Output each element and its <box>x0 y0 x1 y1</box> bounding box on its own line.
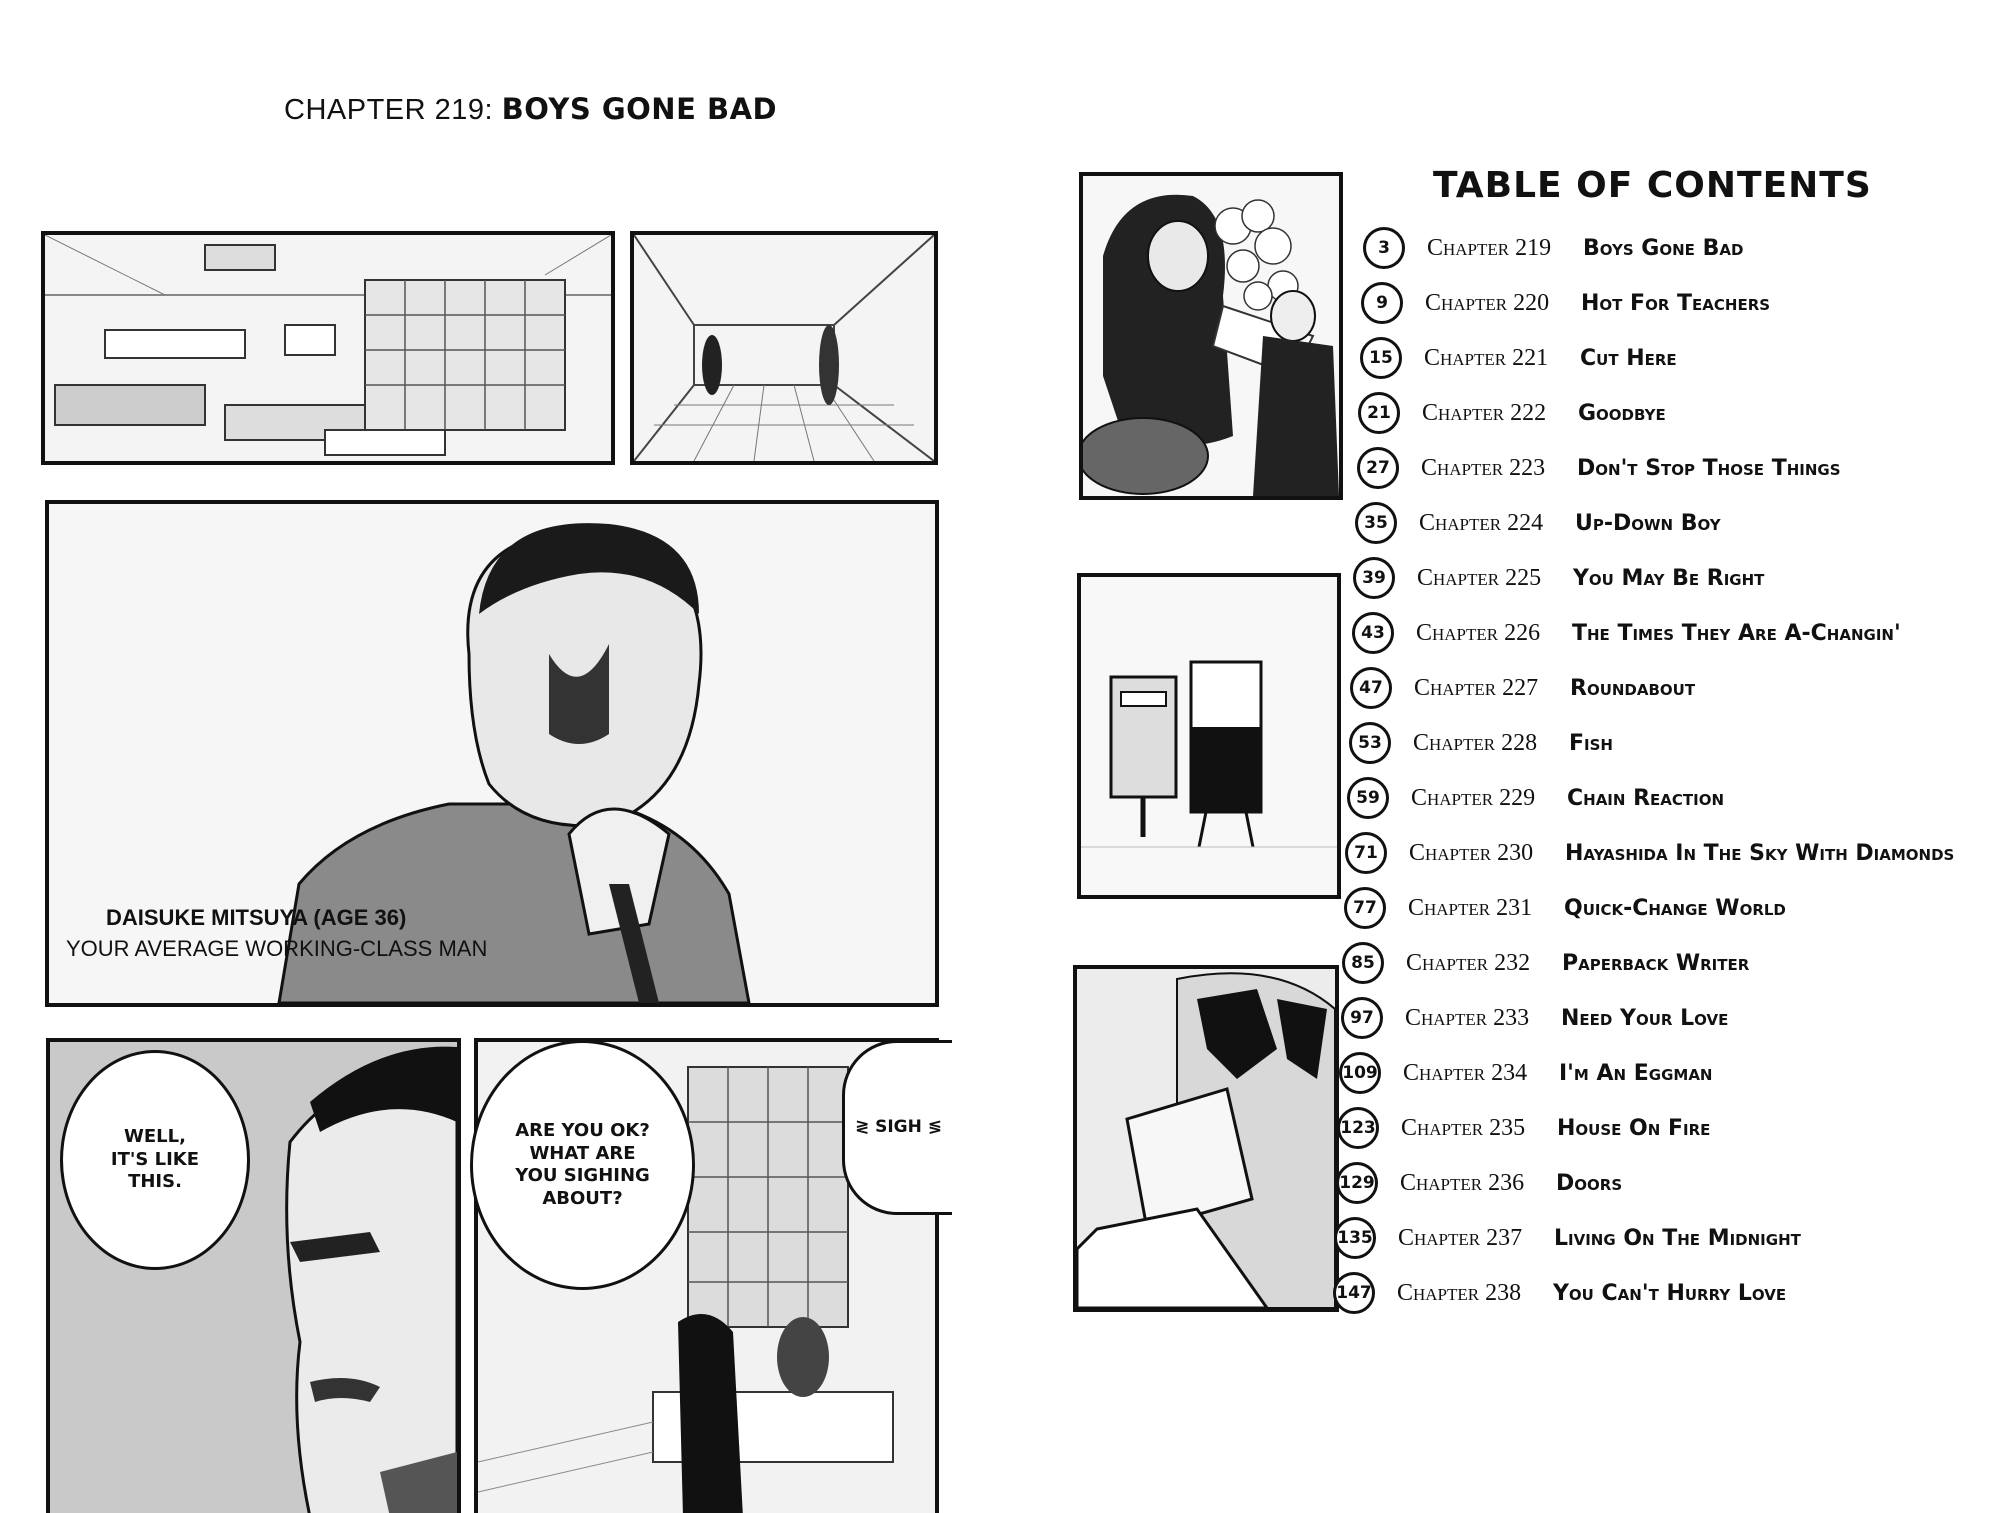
speech-bubble-well: WELL, IT'S LIKE THIS. <box>60 1050 250 1270</box>
toc-page-number: 109 <box>1339 1052 1381 1094</box>
toc-entry[interactable] <box>1341 992 1728 1044</box>
toc-chapter-name: Roundabout <box>1570 675 1696 701</box>
toc-illustration-mug <box>1073 965 1339 1312</box>
toc-chapter-label: Chapter 233 <box>1405 1004 1530 1031</box>
toc-entry[interactable] <box>1349 717 1613 769</box>
office-interior-illustration <box>45 235 611 461</box>
toc-page-number: 147 <box>1333 1272 1375 1314</box>
toc-entry[interactable] <box>1361 277 1770 329</box>
toc-chapter-label: Chapter 220 <box>1425 289 1550 316</box>
panel-corridor <box>630 231 938 465</box>
toc-entry[interactable] <box>1360 332 1677 384</box>
toc-chapter-name: Living On The Midnight <box>1554 1225 1801 1251</box>
toc-chapter-label: Chapter 226 <box>1416 619 1541 646</box>
toc-page-number: 3 <box>1363 227 1405 269</box>
toc-page-number: 39 <box>1353 557 1395 599</box>
toc-entry[interactable] <box>1337 1102 1710 1154</box>
toc-page-number: 9 <box>1361 282 1403 324</box>
toc-chapter-label: Chapter 223 <box>1421 454 1546 481</box>
toc-entry[interactable] <box>1333 1267 1786 1319</box>
toc-chapter-label: Chapter 231 <box>1408 894 1533 921</box>
toc-entry[interactable] <box>1344 882 1786 934</box>
gorilla-with-flowers-illustration <box>1083 176 1339 496</box>
toc-chapter-label: Chapter 234 <box>1403 1059 1528 1086</box>
toc-chapter-name: I'm An Eggman <box>1559 1060 1713 1086</box>
toc-page-number: 129 <box>1336 1162 1378 1204</box>
toc-chapter-name: Up-Down Boy <box>1575 510 1721 536</box>
toc-chapter-name: You Can't Hurry Love <box>1553 1280 1787 1306</box>
toc-chapter-label: Chapter 237 <box>1398 1224 1523 1251</box>
toc-page-number: 21 <box>1358 392 1400 434</box>
toc-illustration-gorilla <box>1079 172 1343 500</box>
toc-chapter-name: You May Be Right <box>1573 565 1765 591</box>
toc-chapter-label: Chapter 219 <box>1427 234 1552 261</box>
toc-entry[interactable] <box>1350 662 1695 714</box>
toc-chapter-label: Chapter 221 <box>1424 344 1549 371</box>
toc-page-number: 47 <box>1350 667 1392 709</box>
chapter-title: BOYS GONE BAD <box>501 92 778 126</box>
character-caption-description: YOUR AVERAGE WORKING-CLASS MAN <box>66 936 488 961</box>
toc-chapter-name: The Times They Are A-Changin' <box>1572 620 1901 646</box>
toc-entry[interactable] <box>1336 1157 1622 1209</box>
toc-chapter-label: Chapter 224 <box>1419 509 1544 536</box>
toc-chapter-label: Chapter 236 <box>1400 1169 1525 1196</box>
toc-chapter-name: Fish <box>1569 730 1613 756</box>
toc-page-number: 59 <box>1347 777 1389 819</box>
toc-entry[interactable] <box>1355 497 1721 549</box>
toc-chapter-label: Chapter 229 <box>1411 784 1536 811</box>
masked-man-with-mug-illustration <box>1077 969 1335 1308</box>
toc-entry[interactable] <box>1339 1047 1713 1099</box>
toc-page-number: 85 <box>1342 942 1384 984</box>
mailbox-and-toaster-illustration <box>1081 577 1337 895</box>
toc-page-number: 27 <box>1357 447 1399 489</box>
toc-entry[interactable] <box>1345 827 1954 879</box>
toc-chapter-label: Chapter 235 <box>1401 1114 1526 1141</box>
speech-bubble-sigh: ≷ SIGH ≶ <box>842 1040 952 1215</box>
toc-entry[interactable] <box>1342 937 1749 989</box>
toc-entry[interactable] <box>1357 442 1841 494</box>
toc-chapter-label: Chapter 228 <box>1413 729 1538 756</box>
toc-chapter-name: Hayashida In The Sky With Diamonds <box>1565 840 1955 866</box>
corridor-illustration <box>634 235 934 461</box>
toc-page-number: 53 <box>1349 722 1391 764</box>
toc-chapter-name: Paperback Writer <box>1562 950 1750 976</box>
toc-chapter-label: Chapter 238 <box>1397 1279 1522 1306</box>
toc-page-number: 43 <box>1352 612 1394 654</box>
toc-chapter-name: Quick-Change World <box>1564 895 1786 921</box>
toc-chapter-name: Chain Reaction <box>1567 785 1725 811</box>
toc-entry[interactable] <box>1363 222 1743 274</box>
chapter-prefix: CHAPTER 219: <box>284 94 494 126</box>
toc-page-number: 123 <box>1337 1107 1379 1149</box>
toc-chapter-name: Don't Stop Those Things <box>1577 455 1841 481</box>
toc-entry[interactable] <box>1352 607 1901 659</box>
toc-chapter-label: Chapter 232 <box>1406 949 1531 976</box>
toc-illustration-mailbox <box>1077 573 1341 899</box>
toc-page-number: 71 <box>1345 832 1387 874</box>
toc-page-number: 15 <box>1360 337 1402 379</box>
toc-page-number: 135 <box>1334 1217 1376 1259</box>
speech-bubble-are-you-ok: ARE YOU OK? WHAT ARE YOU SIGHING ABOUT? <box>470 1040 695 1290</box>
toc-entry[interactable] <box>1334 1212 1801 1264</box>
toc-chapter-name: House On Fire <box>1557 1115 1711 1141</box>
toc-chapter-name: Goodbye <box>1578 400 1666 426</box>
toc-chapter-label: Chapter 230 <box>1409 839 1534 866</box>
character-caption-name: DAISUKE MITSUYA (AGE 36) <box>106 905 407 930</box>
toc-chapter-label: Chapter 227 <box>1414 674 1539 701</box>
toc-page-number: 77 <box>1344 887 1386 929</box>
toc-page-number: 35 <box>1355 502 1397 544</box>
toc-chapter-label: Chapter 225 <box>1417 564 1542 591</box>
panel-office-interior <box>41 231 615 465</box>
toc-entry[interactable] <box>1353 552 1764 604</box>
toc-chapter-name: Doors <box>1556 1170 1623 1196</box>
toc-chapter-name: Cut Here <box>1580 345 1677 371</box>
chapter-header <box>284 92 777 127</box>
toc-list <box>1336 222 1983 1322</box>
toc-chapter-label: Chapter 222 <box>1422 399 1547 426</box>
toc-chapter-name: Hot For Teachers <box>1581 290 1771 316</box>
toc-entry[interactable] <box>1358 387 1666 439</box>
toc-title: TABLE OF CONTENTS <box>1433 165 1872 206</box>
toc-chapter-name: Boys Gone Bad <box>1583 235 1744 261</box>
toc-page-number: 97 <box>1341 997 1383 1039</box>
toc-entry[interactable] <box>1347 772 1724 824</box>
toc-chapter-name: Need Your Love <box>1561 1005 1729 1031</box>
